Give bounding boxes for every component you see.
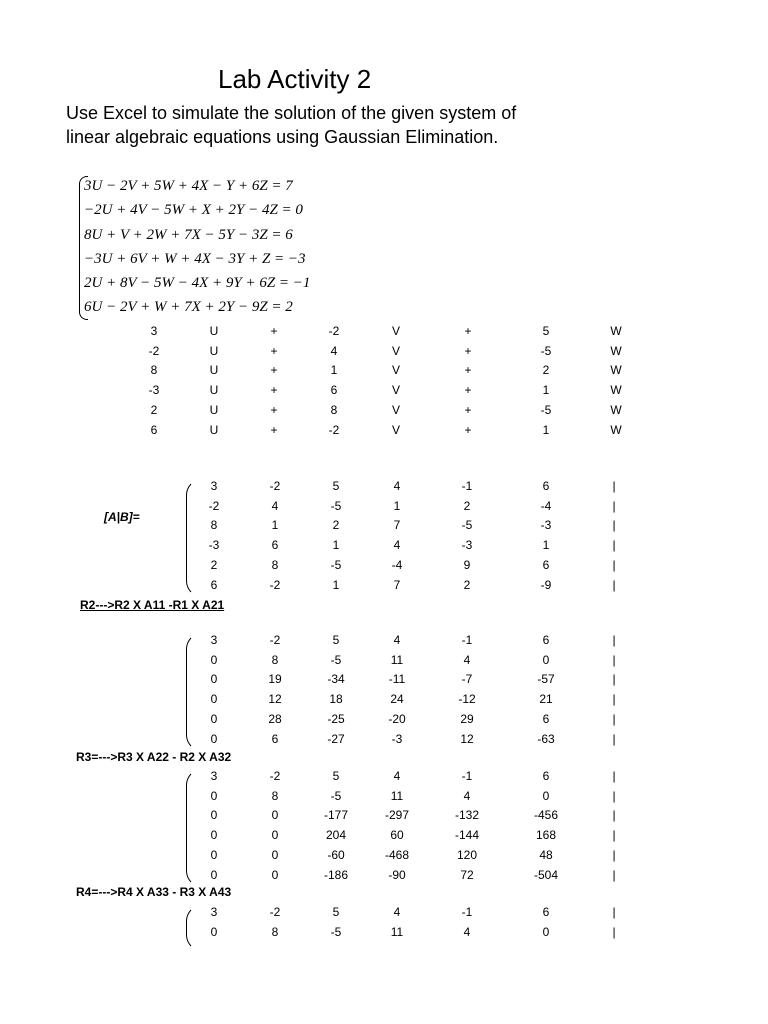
matrix-cell: 0 [542,788,550,803]
matrix-cell: | [612,692,616,707]
coef-cell: 5 [542,324,550,338]
matrix-row [0,516,660,535]
matrix-cell: 1 [332,577,340,592]
matrix-cell: -12 [458,692,476,707]
matrix-cell: -2 [269,577,281,592]
coef-row [0,381,660,400]
coef-cell: 8 [150,363,158,378]
matrix-row [0,923,660,942]
matrix-cell: -34 [327,672,345,687]
matrix-cell: -11 [388,672,406,687]
matrix-cell: 6 [542,557,550,572]
matrix-cell: 7 [393,577,401,592]
coef-cell: + [464,363,472,378]
matrix-row [0,903,660,922]
matrix-cell: 0 [210,652,218,667]
matrix-cell: -1 [461,905,473,919]
matrix-row [0,690,660,709]
matrix-cell: 48 [539,847,553,862]
coef-cell: V [391,324,400,338]
matrix-cell: | [612,769,616,783]
equation-row: 6U − 2V + W + 7X + 2Y − 9Z = 2 [84,299,293,316]
matrix-cell: | [612,538,616,553]
matrix-row [0,651,660,670]
coef-cell: + [464,422,472,437]
matrix-cell: -3 [461,538,473,553]
matrix-cell: -132 [454,808,480,823]
matrix-cell: | [612,577,616,592]
matrix-cell: 12 [460,731,474,746]
coef-cell: U [209,402,219,417]
matrix-row [0,536,660,555]
matrix-cell: -2 [208,498,220,513]
matrix-cell: 4 [393,479,401,493]
matrix-cell: -5 [330,557,342,572]
matrix-cell: 1 [271,518,279,533]
matrix-row [0,846,660,865]
matrix-cell: 4 [393,633,401,647]
matrix-cell: -2 [269,479,281,493]
matrix-cell: -3 [391,731,403,746]
matrix-row [0,730,660,749]
matrix-cell: 0 [210,924,218,939]
coef-cell: U [209,343,219,358]
matrix-cell: -1 [461,633,473,647]
matrix-cell: -90 [388,867,406,882]
matrix-cell: 0 [210,731,218,746]
matrix-cell: 28 [268,711,282,726]
matrix-cell: -186 [323,867,349,882]
coef-row [0,401,660,420]
matrix-cell: -5 [330,788,342,803]
matrix-cell: 21 [539,692,553,707]
matrix-cell: -63 [537,731,555,746]
matrix-cell: 6 [271,538,279,553]
coef-cell: -2 [328,324,340,338]
matrix-cell: | [612,518,616,533]
matrix-cell: 24 [390,692,404,707]
matrix-row [0,631,660,650]
coef-cell: V [391,363,400,378]
coef-cell: V [391,422,400,437]
equation-row: −2U + 4V − 5W + X + 2Y − 4Z = 0 [84,202,303,219]
matrix-cell: 0 [210,828,218,843]
matrix-cell: 60 [390,828,404,843]
matrix-cell: | [612,479,616,493]
matrix-cell: 4 [393,905,401,919]
matrix-cell: -25 [327,711,345,726]
coef-cell: W [610,383,622,398]
matrix-cell: 2 [332,518,340,533]
matrix-cell: 5 [332,769,340,783]
matrix-cell: | [612,498,616,513]
coef-cell: -5 [540,343,552,358]
coef-cell: 3 [150,324,158,338]
matrix-cell: 9 [463,557,471,572]
coef-row [0,361,660,380]
matrix-cell: 0 [210,711,218,726]
matrix-cell: | [612,672,616,687]
coef-cell: U [209,324,219,338]
coef-row [0,342,660,361]
matrix-cell: 1 [393,498,401,513]
matrix-cell: 4 [393,769,401,783]
matrix-cell: 6 [542,769,550,783]
matrix-cell: 2 [463,577,471,592]
coef-cell: + [270,402,278,417]
matrix-cell: 11 [390,652,404,667]
matrix-cell: 12 [268,692,282,707]
page-title: Lab Activity 2 [218,64,372,94]
matrix-cell: -27 [327,731,345,746]
equation-row: 3U − 2V + 5W + 4X − Y + 6Z = 7 [84,178,293,194]
matrix-cell: 0 [210,867,218,882]
equation-row: 2U + 8V − 5W − 4X + 9Y + 6Z = −1 [84,275,311,292]
matrix-row [0,710,660,729]
coef-cell: -5 [540,402,552,417]
equation-row: −3U + 6V + W + 4X − 3Y + Z = −3 [84,250,306,267]
coef-cell: 8 [330,402,338,417]
matrix-cell: 0 [542,652,550,667]
matrix-cell: 4 [463,788,471,803]
matrix-cell: 0 [271,828,279,843]
matrix-row [0,576,660,595]
matrix-row [0,866,660,885]
matrix-cell: 5 [332,905,340,919]
matrix-cell: | [612,557,616,572]
matrix-cell: 4 [271,498,279,513]
matrix-cell: 6 [542,633,550,647]
matrix-cell: 72 [460,867,474,882]
coef-cell: + [270,343,278,358]
matrix-cell: -7 [461,672,473,687]
matrix-cell: 204 [325,828,347,843]
matrix-cell: 8 [271,924,279,939]
equation-row: 8U + V + 2W + 7X − 5Y − 3Z = 6 [84,226,293,243]
matrix-cell: 3 [210,905,218,919]
matrix-cell: 3 [210,479,218,493]
coef-cell: 2 [150,402,158,417]
matrix-cell: 0 [210,692,218,707]
matrix-cell: 6 [542,479,550,493]
coef-cell: + [270,422,278,437]
coef-cell: W [610,402,622,417]
matrix-cell: -57 [537,672,555,687]
matrix-cell: | [612,847,616,862]
step-label: R4=--->R4 X A33 - R3 X A43 [76,885,232,899]
matrix-cell: 11 [390,788,404,803]
matrix-cell: | [612,652,616,667]
coef-cell: 6 [150,422,158,437]
matrix-cell: 0 [271,808,279,823]
matrix-cell: 8 [271,557,279,572]
augmented-matrix-label: [A|B]= [104,510,140,524]
matrix-cell: -4 [391,557,403,572]
matrix-cell: 29 [460,711,474,726]
matrix-cell: 0 [210,788,218,803]
coef-cell: + [464,383,472,398]
matrix-cell: | [612,828,616,843]
matrix-cell: -3 [540,518,552,533]
matrix-cell: 120 [456,847,478,862]
matrix-cell: -60 [327,847,345,862]
matrix-cell: | [612,905,616,919]
matrix-cell: -5 [461,518,473,533]
coef-cell: W [610,363,622,378]
matrix-cell: 11 [390,924,404,939]
matrix-row [0,477,660,496]
matrix-cell: -5 [330,498,342,513]
matrix-cell: -4 [540,498,552,513]
matrix-row [0,806,660,825]
matrix-row [0,556,660,575]
matrix-cell: 4 [463,924,471,939]
matrix-cell: 3 [210,633,218,647]
coef-cell: 2 [542,363,550,378]
matrix-cell: 0 [210,808,218,823]
coef-cell: + [464,402,472,417]
matrix-cell: | [612,633,616,647]
matrix-cell: 1 [542,538,550,553]
matrix-cell: -456 [533,808,559,823]
matrix-cell: -9 [540,577,552,592]
coef-cell: + [464,324,472,338]
matrix-row [0,670,660,689]
matrix-cell: 0 [542,924,550,939]
matrix-cell: -177 [323,808,349,823]
matrix-cell: 0 [271,847,279,862]
matrix-cell: -1 [461,479,473,493]
matrix-cell: 5 [332,479,340,493]
matrix-cell: 3 [210,769,218,783]
matrix-cell: 4 [393,538,401,553]
matrix-cell: -2 [269,769,281,783]
step-label: R2--->R2 X A11 -R1 X A21 [80,598,225,612]
matrix-row [0,787,660,806]
matrix-row [0,497,660,516]
matrix-cell: 19 [268,672,282,687]
coef-row [0,322,660,341]
matrix-cell: 6 [542,905,550,919]
matrix-cell: | [612,731,616,746]
coef-cell: V [391,383,400,398]
step-label: R3=--->R3 X A22 - R2 X A32 [76,750,232,764]
coef-cell: 1 [330,363,338,378]
matrix-cell: 6 [542,711,550,726]
instructions-text: Use Excel to simulate the solution of the given system of linear algebraic equations using Gaussian Elimination. [66,103,517,147]
matrix-cell: | [612,711,616,726]
coef-cell: U [209,363,219,378]
coef-cell: + [464,343,472,358]
matrix-cell: | [612,924,616,939]
coef-cell: + [270,324,278,338]
matrix-cell: 2 [210,557,218,572]
matrix-cell: -3 [208,538,220,553]
matrix-row [0,767,660,786]
matrix-cell: 168 [535,828,557,843]
equation-system [84,174,310,320]
coef-cell: W [610,343,622,358]
matrix-cell: -468 [384,847,410,862]
coef-cell: 1 [542,383,550,398]
matrix-cell: 7 [393,518,401,533]
matrix-cell: 8 [210,518,218,533]
coef-cell: V [391,402,400,417]
matrix-cell: 6 [210,577,218,592]
matrix-cell: 0 [271,867,279,882]
coef-cell: 4 [330,343,338,358]
matrix-cell: -504 [533,867,559,882]
coef-cell: 1 [542,422,550,437]
coef-cell: -3 [148,383,160,398]
matrix-cell: 8 [271,652,279,667]
coef-cell: U [209,383,219,398]
matrix-cell: -1 [461,769,473,783]
matrix-cell: 0 [210,672,218,687]
matrix-cell: -5 [330,652,342,667]
coef-cell: + [270,383,278,398]
matrix-cell: 6 [271,731,279,746]
coef-cell: W [610,422,622,437]
matrix-cell: -144 [454,828,480,843]
matrix-cell: 8 [271,788,279,803]
coef-cell: -2 [148,343,160,358]
matrix-cell: 2 [463,498,471,513]
coef-cell: V [391,343,400,358]
matrix-cell: 0 [210,847,218,862]
matrix-cell: 5 [332,633,340,647]
matrix-row [0,826,660,845]
coef-cell: 6 [330,383,338,398]
matrix-cell: | [612,808,616,823]
matrix-cell: 4 [463,652,471,667]
coef-row [0,421,660,440]
matrix-cell: -2 [269,905,281,919]
matrix-cell: | [612,788,616,803]
matrix-cell: 18 [329,692,343,707]
matrix-cell: | [612,867,616,882]
coef-cell: -2 [328,422,340,437]
coef-cell: U [209,422,219,437]
matrix-cell: -5 [330,924,342,939]
matrix-cell: -2 [269,633,281,647]
matrix-cell: -297 [384,808,410,823]
coef-cell: W [610,324,622,338]
coef-cell: + [270,363,278,378]
matrix-cell: 1 [332,538,340,553]
matrix-cell: -20 [388,711,406,726]
